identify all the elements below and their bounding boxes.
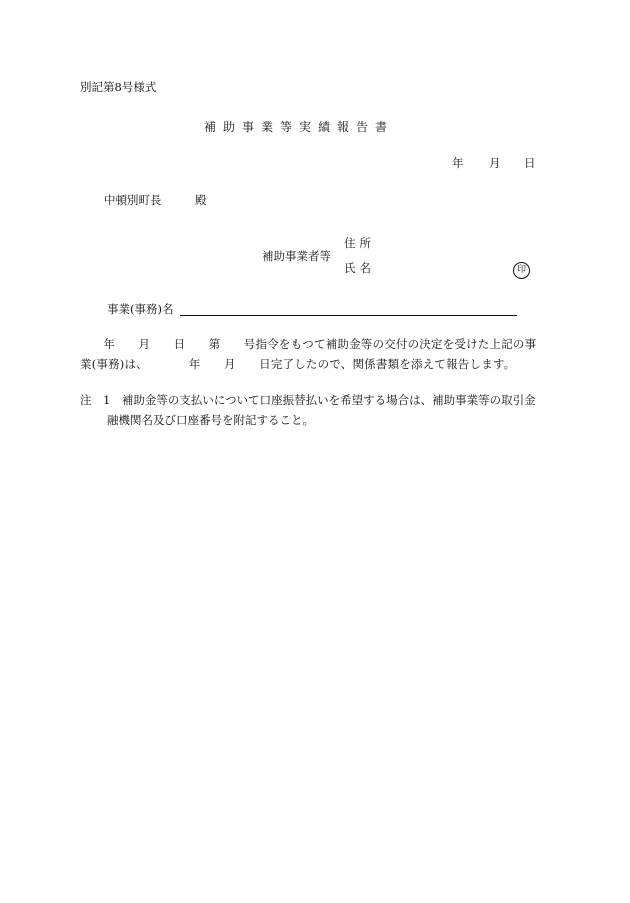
note-line-1: 注 1 補助金等の支払いについて口座振替払いを希望する場合は、補助事業等の取引金 xyxy=(80,393,536,407)
applicant-label: 補助事業者等 xyxy=(262,249,331,263)
note-line-2: 融機関名及び口座番号を附記すること。 xyxy=(107,413,314,427)
date-month-label: 月 xyxy=(489,156,501,170)
honorific: 殿 xyxy=(195,193,207,207)
project-name-field-line xyxy=(180,315,517,316)
address-label: 住所 xyxy=(344,236,375,250)
form-number: 別記第8号様式 xyxy=(80,80,157,94)
seal-text: 印 xyxy=(516,265,526,275)
project-name-label: 事業(事務)名 xyxy=(107,302,174,316)
date-year-label: 年 xyxy=(452,156,464,170)
body-text-line-2: 業(事務)は、 年 月 日完了したので、関係書類を添えて報告します。 xyxy=(80,357,516,371)
addressee: 中頓別町長 xyxy=(104,193,162,207)
seal-mark-icon xyxy=(513,262,530,279)
body-text-line-1: 年 月 日 第 号指令をもつて補助金等の交付の決定を受けた上記の事 xyxy=(80,337,537,351)
date-day-label: 日 xyxy=(524,156,536,170)
document-title: 補助事業等実績報告書 xyxy=(204,120,395,134)
name-label: 氏名 xyxy=(344,261,375,275)
